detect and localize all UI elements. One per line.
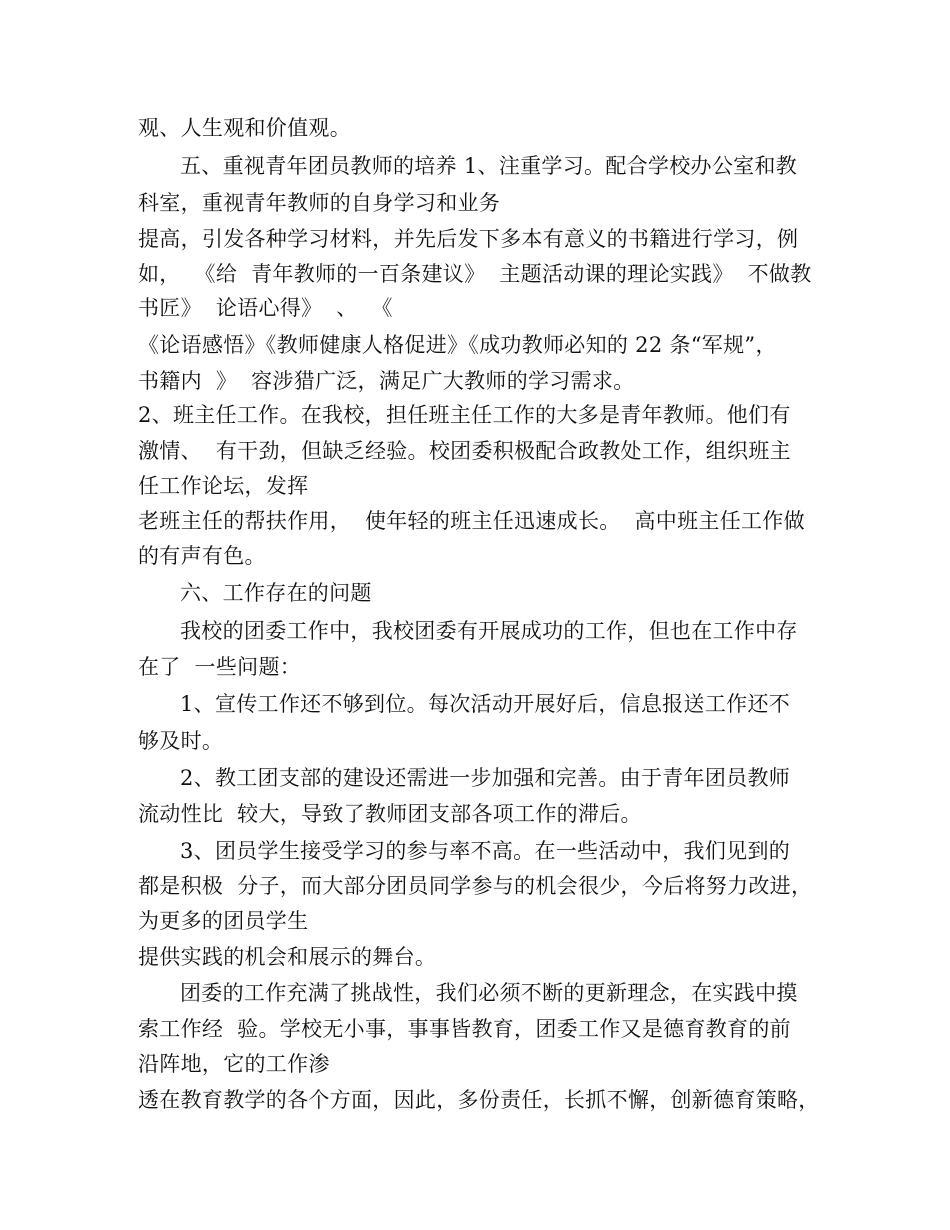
text-line: 书匠》 论语心得》 、 《 bbox=[138, 296, 393, 320]
text-line: 都是积极 分子，而大部分团员同学参与的机会很少，今后将努力改进， bbox=[138, 874, 813, 898]
text-line: 3、团员学生接受学习的参与率不高。在一些活动中，我们见到的 bbox=[180, 839, 791, 863]
text-line: 的有声有色。 bbox=[138, 544, 266, 568]
text-line: 流动性比 较大，导致了教师团支部各项工作的滞后。 bbox=[138, 802, 642, 826]
text-line: 我校的团委工作中，我校团委有开展成功的工作，但也在工作中存 bbox=[180, 619, 798, 643]
text-line: 书籍内 》 容涉猎广泛，满足广大教师的学习需求。 bbox=[138, 369, 635, 393]
text-line: 沿阵地，它的工作渗 bbox=[138, 1052, 330, 1076]
text-line: 观、人生观和价值观。 bbox=[138, 116, 351, 140]
text-line: 1、宣传工作还不够到位。每次活动开展好后，信息报送工作还不 bbox=[180, 692, 791, 716]
text-line: 《论语感悟》《教师健康人格促进》《成功教师必知的 22 条“军规”， bbox=[138, 333, 777, 357]
text-line: 科室，重视青年教师的自身学习和业务 bbox=[138, 191, 501, 215]
text-line: 提高，引发各种学习材料，并先后发下多本有意义的书籍进行学习，例 bbox=[138, 227, 799, 251]
text-line: 老班主任的帮扶作用， 使年轻的班主任迅速成长。 高中班主任工作做 bbox=[138, 509, 805, 533]
text-line: 提供实践的机会和展示的舞台。 bbox=[138, 945, 437, 969]
text-line: 2、教工团支部的建设还需进一步加强和完善。由于青年团员教师 bbox=[180, 766, 791, 790]
text-line: 五、重视青年团员教师的培养 1、注重学习。配合学校办公室和教 bbox=[180, 154, 798, 178]
text-line: 如， 《给 青年教师的一百条建议》 主题活动课的理论实践》 不做教 bbox=[138, 262, 812, 286]
text-line: 任工作论坛，发挥 bbox=[138, 474, 309, 498]
text-line: 透在教育教学的各个方面，因此，多份责任，长抓不懈，创新德育策略， bbox=[138, 1088, 820, 1112]
text-line: 索工作经 验。学校无小事，事事皆教育，团委工作又是德育教育的前 bbox=[138, 1017, 791, 1041]
text-line: 2、班主任工作。在我校，担任班主任工作的大多是青年教师。他们有 bbox=[138, 403, 791, 427]
text-line: 为更多的团员学生 bbox=[138, 909, 309, 933]
text-line: 激情、 有干劲，但缺乏经验。校团委积极配合政教处工作，组织班主 bbox=[138, 439, 791, 463]
text-line: 团委的工作充满了挑战性，我们必须不断的更新理念，在实践中摸 bbox=[180, 981, 798, 1005]
text-line: 六、工作存在的问题 bbox=[180, 581, 372, 605]
text-line: 在了 一些问题： bbox=[138, 655, 302, 679]
text-line: 够及时。 bbox=[138, 729, 224, 753]
